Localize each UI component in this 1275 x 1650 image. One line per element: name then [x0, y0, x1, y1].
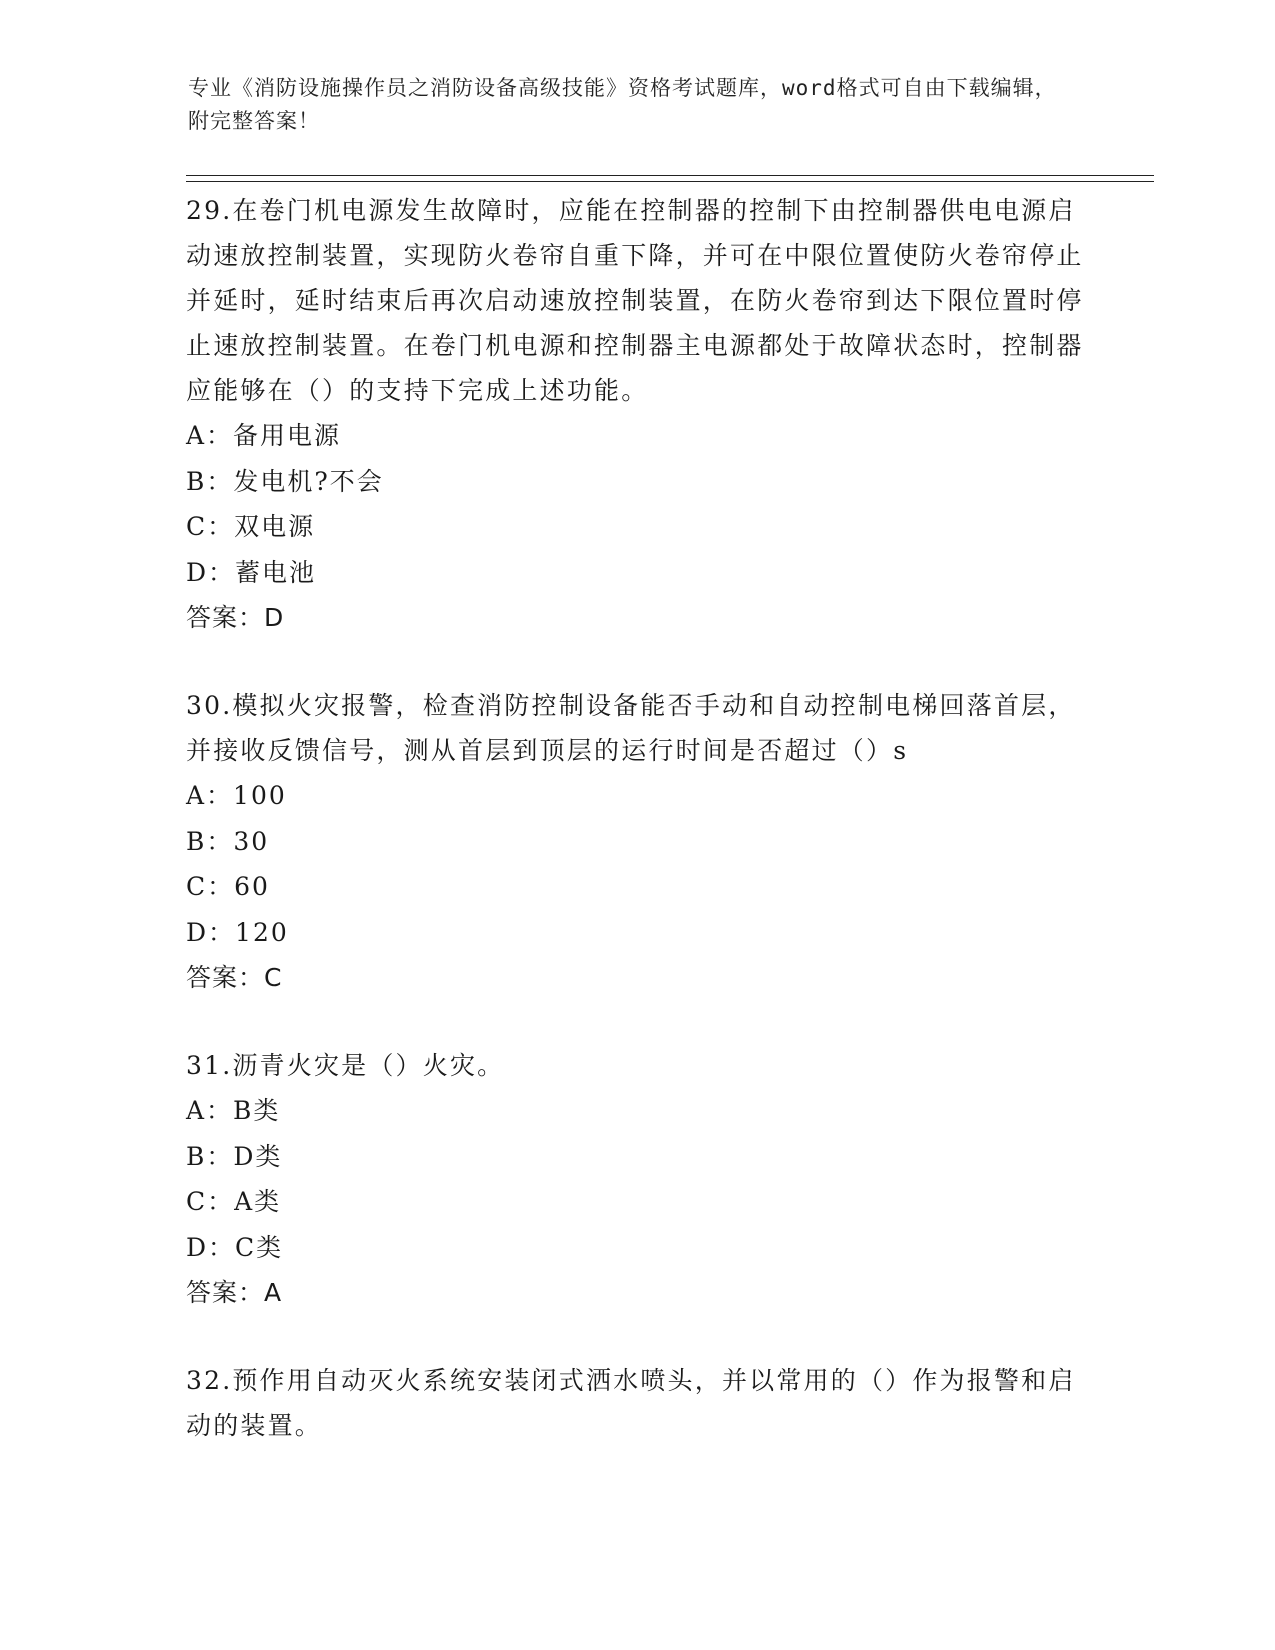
question-text: 30.模拟火灾报警，检查消防控制设备能否手动和自动控制电梯回落首层，并接收反馈信号，测从首层到顶层的运行时间是否超过（）s: [186, 691, 1076, 765]
option-d: D：蓄电池: [186, 557, 317, 587]
question-list: [186, 188, 1086, 1491]
option-b: B：发电机?不会: [186, 466, 384, 496]
question-32: [186, 1358, 1086, 1448]
question-30: [186, 683, 1086, 1000]
question-text: 31.沥青火灾是（）火灾。: [186, 1051, 505, 1080]
option-c: C：双电源: [186, 512, 316, 541]
question-29: [186, 188, 1086, 640]
option-b: B：30: [186, 826, 270, 856]
answer: 答案：C: [186, 963, 283, 992]
answer: 答案：A: [186, 1278, 283, 1307]
option-a: A：B类: [186, 1096, 281, 1125]
option-b: B：D类: [186, 1141, 283, 1171]
question-text: 29.在卷门机电源发生故障时，应能在控制器的控制下由控制器供电电源启动速放控制装置，实现防火卷帘自重下降，并可在中限位置使防火卷帘停止并延时，延时结束后再次启动速放控制装置，在防火卷帘到达下限位置时停止速放控制装置。在卷门机电源和控制器主电源都处于故障状态时，控制器应能够在（）的支持下完成上述功能。: [186, 196, 1084, 405]
header-rule-bottom: [186, 181, 1154, 182]
page-header: 专业《消防设施操作员之消防设备高级技能》资格考试题库，word格式可自由下载编辑，附完整答案！: [188, 76, 1057, 133]
option-d: D：120: [186, 917, 289, 947]
option-a: A：备用电源: [186, 421, 342, 450]
option-c: C：60: [186, 872, 270, 901]
option-a: A：100: [186, 781, 287, 810]
option-c: C：A类: [186, 1187, 282, 1216]
answer: 答案：D: [186, 603, 285, 632]
header-rule-top: [186, 175, 1154, 176]
question-text: 32.预作用自动灭火系统安装闭式洒水喷头，并以常用的（）作为报警和启动的装置。: [186, 1366, 1076, 1440]
question-31: [186, 1043, 1086, 1315]
option-d: D：C类: [186, 1232, 284, 1262]
